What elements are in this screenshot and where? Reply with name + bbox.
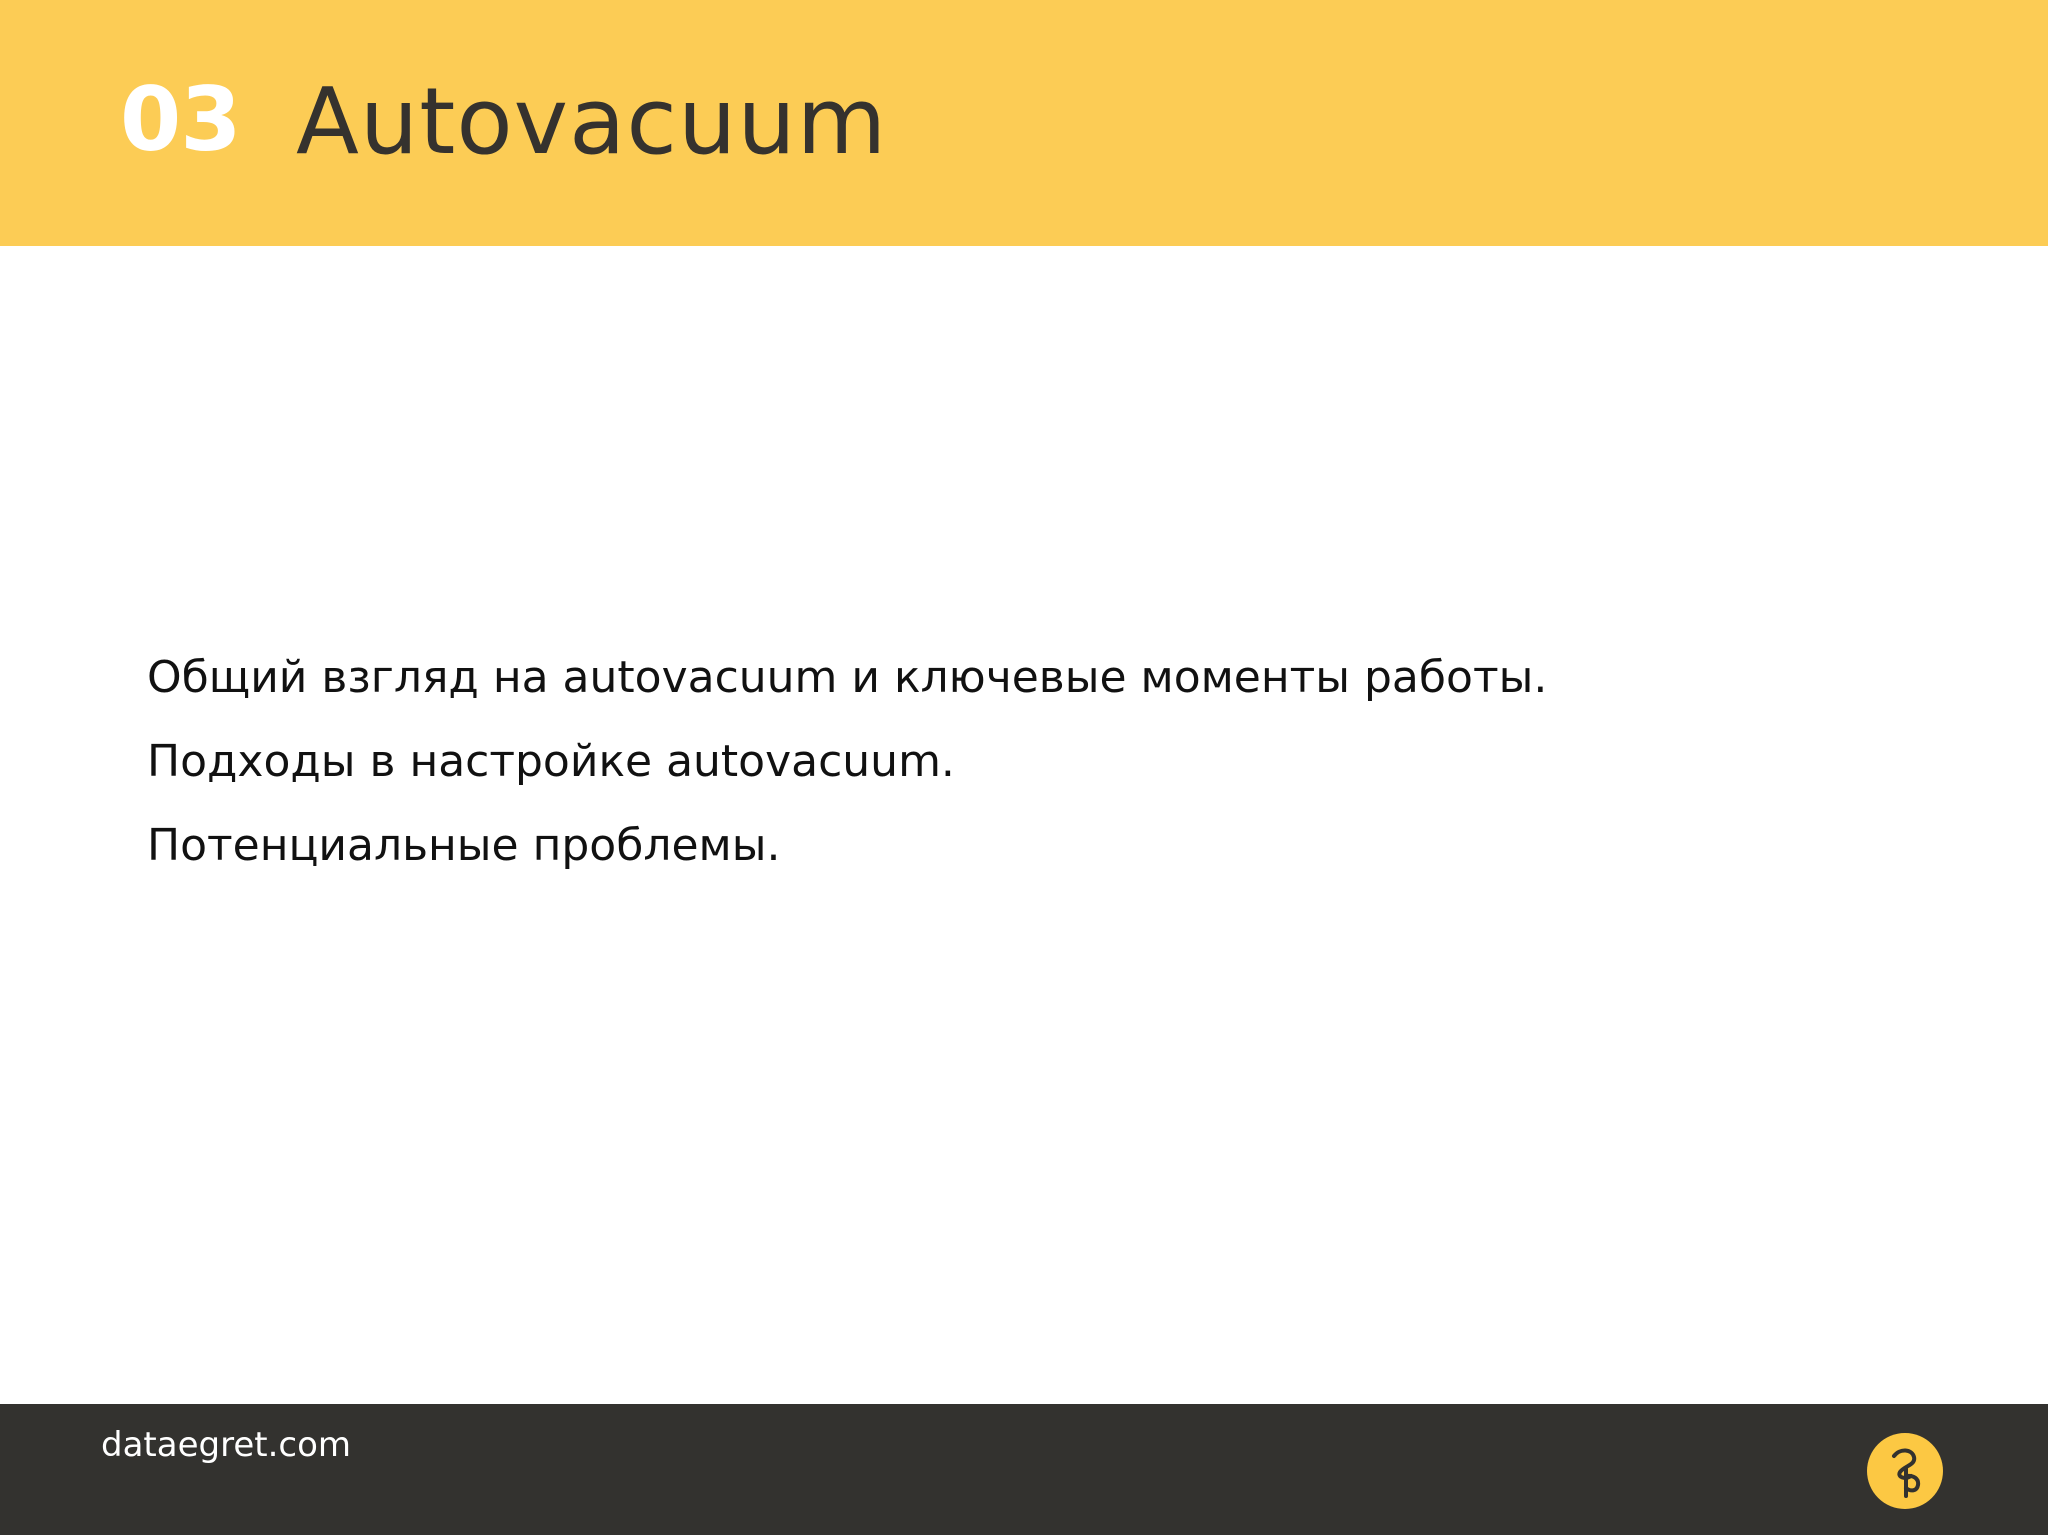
- data-egret-logo-icon: [1866, 1432, 1944, 1510]
- list-item: Потенциальные проблемы.: [147, 820, 781, 871]
- footer-url: dataegret.com: [101, 1425, 351, 1465]
- section-title: Autovacuum: [296, 68, 888, 175]
- list-item: Подходы в настройке autovacuum.: [147, 736, 955, 787]
- footer-band: [0, 1404, 2048, 1535]
- content-list: [147, 652, 1947, 908]
- section-number: 03: [120, 68, 241, 171]
- header-band: [0, 0, 2048, 246]
- list-item: Общий взгляд на autovacuum и ключевые моменты работы.: [147, 652, 1548, 703]
